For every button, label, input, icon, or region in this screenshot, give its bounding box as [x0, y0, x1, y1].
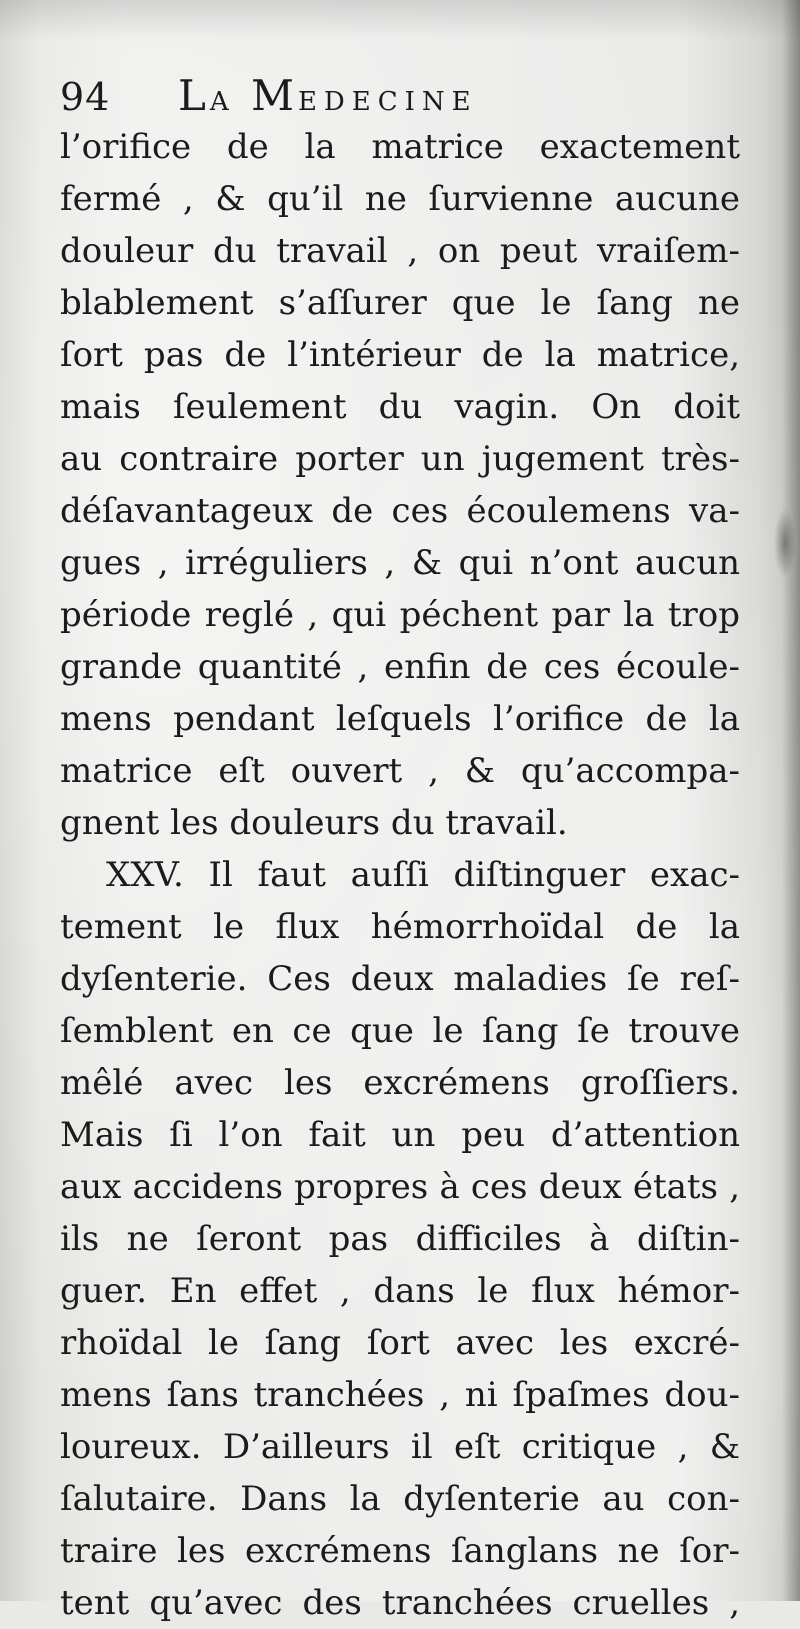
text-line: au contraire porter un jugement très-	[60, 439, 740, 479]
text-line: grande quantité , enfin de ces écoule-	[60, 647, 740, 687]
text-line: déſavantageux de ces écoulemens va-	[60, 491, 740, 531]
section-heading-line: XXV. Il faut auſſi diſtinguer exac-	[106, 855, 740, 895]
title-capital-m: M	[250, 71, 298, 120]
text-line: dyſenterie. Ces deux maladies ſe reſ-	[60, 959, 740, 999]
text-line: matrice eſt ouvert , & qu’accompa-	[60, 751, 740, 791]
text-line: rhoïdal le ſang ſort avec les excré-	[60, 1323, 740, 1363]
text-line: gnent les douleurs du travail.	[60, 803, 568, 843]
text-line: ſalutaire. Dans la dyſenterie au con-	[60, 1479, 740, 1519]
text-line: guer. En effet , dans le flux hémor-	[60, 1271, 740, 1311]
title-small-caps-a: A	[209, 87, 236, 117]
title-small-caps-edecine: EDECINE	[297, 87, 478, 117]
text-line: Mais ſi l’on fait un peu d’attention	[60, 1115, 740, 1155]
text-line: ils ne ſeront pas difficiles à diſtin-	[60, 1219, 740, 1259]
text-line: fermé , & qu’il ne ſurvienne aucune	[60, 179, 740, 219]
running-header	[60, 64, 740, 128]
page-number: 94	[60, 75, 111, 119]
body-text	[60, 121, 740, 1629]
text-line: tent qu’avec des tranchées cruelles ,	[60, 1583, 740, 1623]
text-line: ſemblent en ce que le ſang ſe trouve	[60, 1011, 740, 1051]
text-line: mêlé avec les excrémens groſſiers.	[60, 1063, 740, 1103]
ink-bleed-mark	[774, 508, 796, 578]
text-line: ſort pas de l’intérieur de la matrice,	[60, 335, 740, 375]
text-line: mais ſeulement du vagin. On doit	[60, 387, 740, 427]
page-gutter-shadow	[782, 0, 800, 1601]
text-line: mens ſans tranchées , ni ſpaſmes dou-	[60, 1375, 740, 1415]
text-line: douleur du travail , on peut vraiſem-	[60, 231, 740, 271]
text-line: traire les excrémens ſanglans ne ſor-	[60, 1531, 740, 1571]
page-top-shadow	[0, 0, 800, 40]
text-line: blablement s’aſſurer que le ſang ne	[60, 283, 740, 323]
text-line: loureux. D’ailleurs il eſt critique , &	[60, 1427, 740, 1467]
text-line: mens pendant leſquels l’orifice de la	[60, 699, 740, 739]
text-line: gues , irréguliers , & qui n’ont aucun	[60, 543, 740, 583]
text-line: l’orifice de la matrice exactement	[60, 127, 740, 167]
title-capital-l: L	[178, 71, 210, 120]
text-line: période reglé , qui péchent par la trop	[60, 595, 740, 635]
text-line: aux accidens propres à ces deux états ,	[60, 1167, 740, 1207]
text-line: tement le flux hémorrhoïdal de la	[60, 907, 740, 947]
